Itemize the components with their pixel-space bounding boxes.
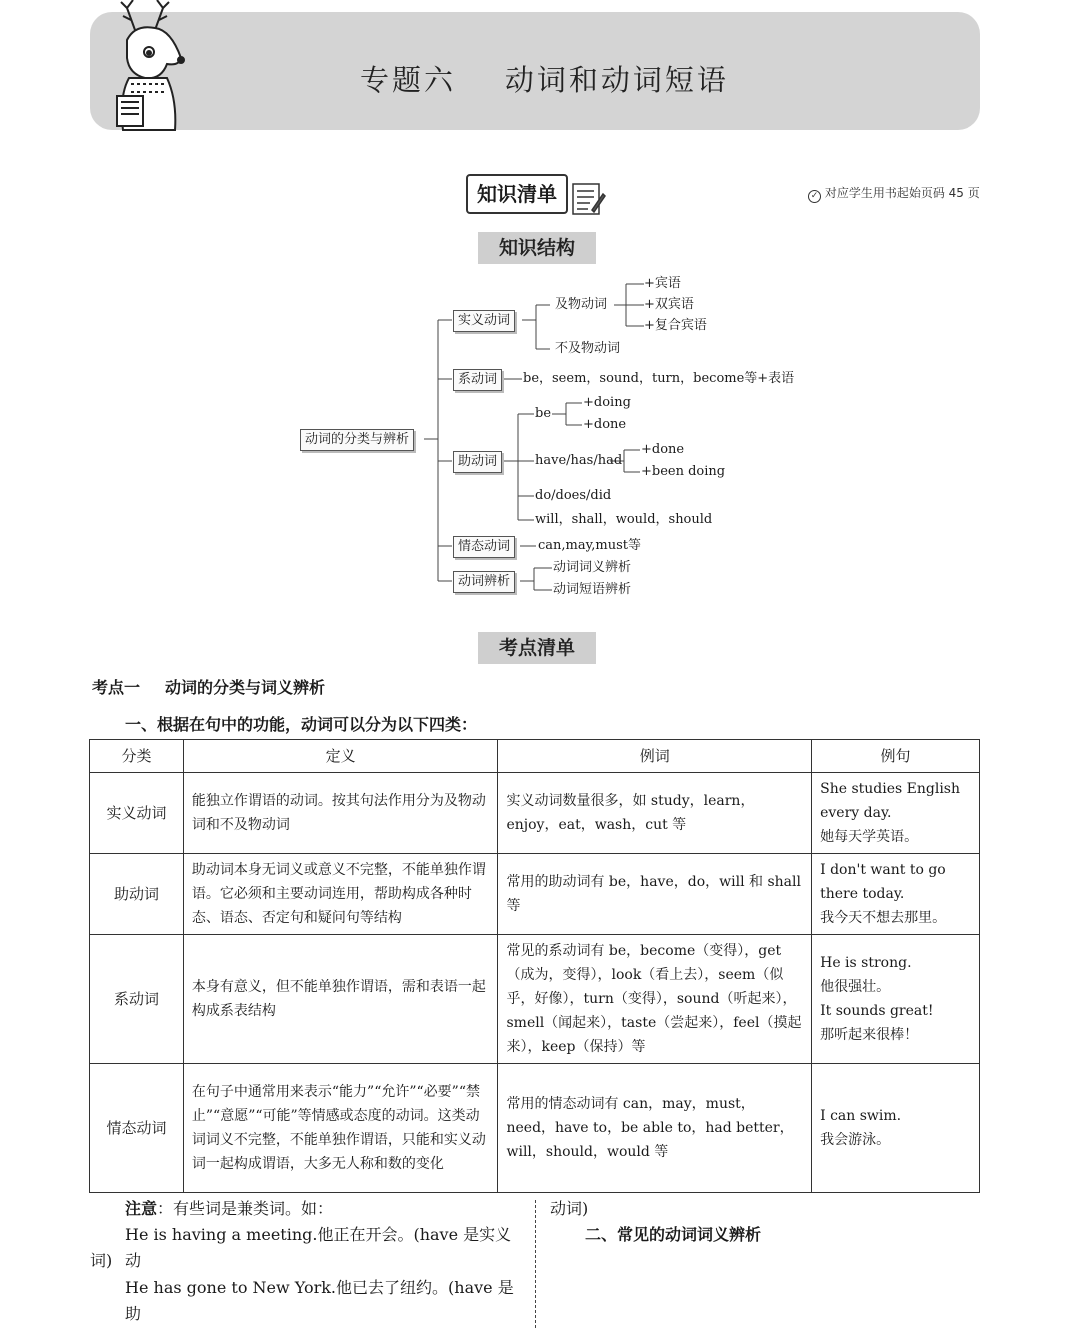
mindmap-modal-desc: can,may,must等 — [538, 538, 641, 553]
verb-types-table — [89, 739, 980, 1193]
column-divider — [535, 1200, 536, 1328]
mindmap-verb-analysis: 动词辨析 — [453, 571, 515, 593]
row-sentences: He is strong. 他很强壮。 It sounds great! 那听起来很棒！ — [812, 935, 980, 1064]
mindmap-object-1: +宾语 — [644, 276, 681, 291]
check-circle-icon: ✓ — [808, 190, 821, 203]
row-category: 系动词 — [90, 935, 184, 1064]
row-examples: 常用的助动词有 be，have，do，will 和 shall 等 — [498, 854, 812, 935]
section-title: 动词的分类与词义辨析 — [165, 678, 326, 697]
row-category: 助动词 — [90, 854, 184, 935]
knowledge-list-badge: 知识清单 — [466, 174, 568, 214]
table-row — [90, 773, 980, 854]
section-intro: 一、根据在句中的功能，动词可以分为以下四类： — [125, 715, 478, 734]
mindmap-aux-be-done: +done — [583, 417, 627, 432]
note-example-2-cont: 动词) — [550, 1199, 589, 1218]
mindmap-aux-will: will，shall，would，should — [535, 512, 713, 527]
row-examples: 常用的情态动词有 can，may，must，need，have to，be able to，had better，will，should，would 等 — [498, 1064, 812, 1193]
header-definition: 定义 — [183, 740, 498, 773]
header-sentences: 例句 — [812, 740, 980, 773]
note-intro: 注意：有些词是兼类词。如： — [125, 1199, 334, 1218]
mindmap-linking-desc: be，seem，sound，turn，become等+表语 — [523, 371, 795, 386]
section-number: 考点一 — [92, 678, 141, 697]
mindmap-transitive: 及物动词 — [555, 297, 608, 312]
table-row — [90, 1064, 980, 1193]
note-example-1-cont: 词) — [90, 1251, 113, 1270]
mindmap-analysis-phrase: 动词短语辨析 — [553, 582, 632, 597]
mindmap-aux-have-done: +done — [641, 442, 685, 457]
mindmap-aux-be: be — [535, 406, 552, 421]
note-example-2: He has gone to New York.他已去了纽约。(have 是助 — [125, 1278, 514, 1323]
mindmap-notional-verbs: 实义动词 — [453, 310, 515, 332]
row-category: 情态动词 — [90, 1064, 184, 1193]
mindmap-aux-have: have/has/had — [535, 453, 623, 468]
header-category: 分类 — [90, 740, 184, 773]
table-row — [90, 854, 980, 935]
mindmap-auxiliary-verbs: 助动词 — [453, 451, 502, 473]
note-example-1: He is having a meeting.他正在开会。(have 是实义动 — [125, 1225, 512, 1270]
row-definition: 助动词本身无词义或意义不完整，不能单独作谓语。它必须和主要动词连用，帮助构成各种时态、语态、否定句和疑问句等结构 — [183, 854, 498, 935]
row-category: 实义动词 — [90, 773, 184, 854]
points-tag: 考点清单 — [478, 632, 596, 664]
table-row — [90, 935, 980, 1064]
page-reference: ✓ 对应学生用书起始页码 45 页 — [808, 184, 980, 203]
mindmap-object-3: +复合宾语 — [644, 318, 707, 333]
row-sentences: I can swim. 我会游泳。 — [812, 1064, 980, 1193]
structure-tag: 知识结构 — [478, 232, 596, 264]
header-examples: 例词 — [498, 740, 812, 773]
mindmap-analysis-meaning: 动词词义辨析 — [553, 560, 632, 575]
row-definition: 在句子中通常用来表示“能力”“允许”“必要”“禁止”“意愿”“可能”等情感或态度的动词。这类动词词义不完整，不能单独作谓语，只能和实义动词一起构成谓语，大多无人称和数的变化 — [183, 1064, 498, 1193]
row-examples: 常见的系动词有 be，become（变得），get（成为，变得），look（看上去），seem（似乎，好像），turn（变得），sound（听起来），smell（闻起来），taste（尝起来），feel（摸起来），keep（保持）等 — [498, 935, 812, 1064]
mindmap-object-2: +双宾语 — [644, 297, 694, 312]
mindmap-root: 动词的分类与辨析 — [300, 429, 414, 451]
mindmap-intransitive: 不及物动词 — [555, 341, 621, 356]
section2-heading: 二、常见的动词词义辨析 — [585, 1225, 762, 1244]
table-header-row — [90, 740, 980, 773]
row-examples: 实义动词数量很多，如 study，learn，enjoy，eat，wash，cut 等 — [498, 773, 812, 854]
row-definition: 能独立作谓语的动词。按其句法作用分为及物动词和不及物动词 — [183, 773, 498, 854]
mindmap-aux-have-been-doing: +been doing — [641, 464, 726, 479]
row-sentences: She studies English every day. 她每天学英语。 — [812, 773, 980, 854]
mindmap-modal-verbs: 情态动词 — [453, 536, 515, 558]
note-label: 注意 — [125, 1199, 158, 1218]
row-definition: 本身有意义，但不能单独作谓语，需和表语一起构成系表结构 — [183, 935, 498, 1064]
mindmap-aux-do: do/does/did — [535, 488, 612, 503]
mindmap-aux-be-doing: +doing — [583, 395, 631, 410]
row-sentences: I don't want to go there today. 我今天不想去那里。 — [812, 854, 980, 935]
mindmap-linking-verbs: 系动词 — [453, 369, 502, 391]
page-title: 专题六 动词和动词短语 — [360, 63, 729, 97]
